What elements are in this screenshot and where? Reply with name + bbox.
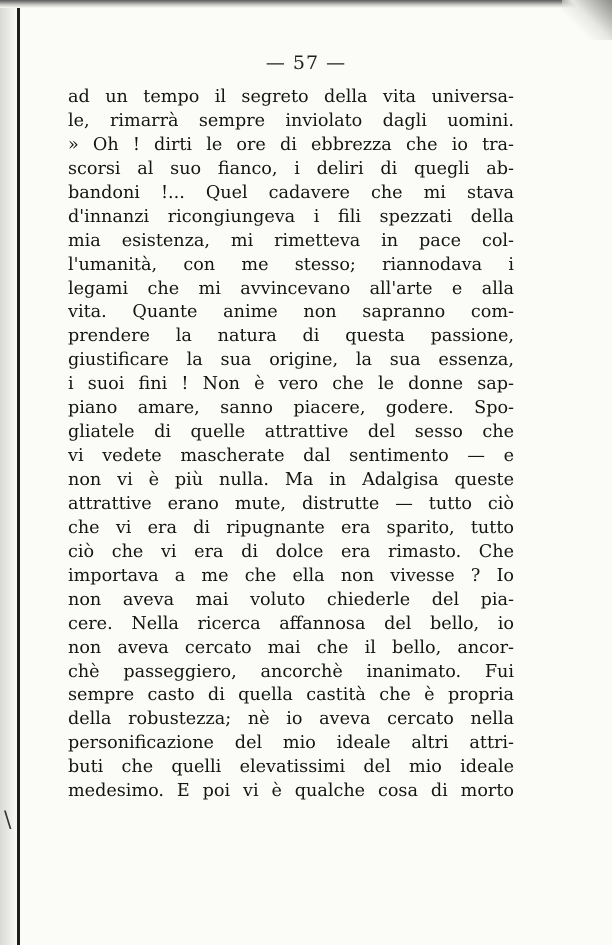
margin-mark: \	[4, 808, 12, 833]
text-line: i suoi fini ! Non è vero che le donne sap-	[68, 374, 514, 395]
text-line: importava a me che ella non vivesse ? Io	[68, 565, 514, 586]
text-line: personificazione del mio ideale altri attri-	[68, 733, 514, 754]
text-line: le, rimarrà sempre inviolato dagli uomini.	[68, 110, 514, 131]
text-line: non vi è più nulla. Ma in Adalgisa queste	[68, 470, 514, 490]
body-text	[68, 86, 514, 804]
text-line: piano amare, sanno piacere, godere. Spo-	[68, 398, 514, 419]
top-page-edge-shadow	[0, 0, 612, 8]
text-line: bandoni !... Quel cadavere che mi stava	[68, 182, 514, 203]
text-line: scorsi al suo fianco, i deliri di quegli ab-	[68, 158, 514, 179]
text-line: buti che quelli elevatissimi del mio ideale	[68, 757, 514, 778]
binding-gutter-line	[17, 0, 20, 945]
text-line: vi vedete mascherate dal sentimento — e	[68, 446, 514, 467]
text-line: sempre casto di quella castità che è propria	[68, 685, 514, 706]
text-line: legami che mi avvincevano all'arte e alla	[68, 278, 514, 299]
text-line: non aveva cercato mai che il bello, ancor-	[68, 637, 514, 658]
text-line: ciò che vi era di dolce era rimasto. Che	[68, 541, 514, 562]
text-line: attrattive erano mute, distrutte — tutto ciò	[68, 493, 514, 514]
text-line: » Oh ! dirti le ore di ebbrezza che io tra-	[68, 134, 514, 155]
text-line: mia esistenza, mi rimetteva in pace col-	[68, 230, 514, 251]
text-line: giustificare la sua origine, la sua essenza,	[68, 350, 514, 371]
text-line: prendere la natura di questa passione,	[68, 326, 514, 347]
text-line: che vi era di ripugnante era sparito, tutto	[68, 517, 514, 538]
text-line: l'umanità, con me stesso; riannodava i	[68, 254, 514, 275]
text-line: gliatele di quelle attrattive del sesso che	[68, 422, 514, 443]
text-line: non aveva mai voluto chiederle del pia-	[68, 589, 514, 610]
text-line: chè passeggiero, ancorchè inanimato. Fui	[68, 661, 514, 682]
text-line: vita. Quante anime non sapranno com-	[68, 302, 514, 323]
text-line: cere. Nella ricerca affannosa del bello, io	[68, 613, 514, 634]
text-line: d'innanzi ricongiungeva i fili spezzati della	[68, 206, 514, 227]
corner-shadow	[562, 0, 612, 40]
left-page-edge-shadow	[0, 0, 18, 945]
text-line: della robustezza; nè io aveva cercato nella	[68, 709, 514, 730]
text-line: medesimo. E poi vi è qualche cosa di morto	[68, 781, 514, 802]
page-number: — 57 —	[265, 52, 347, 74]
text-line: ad un tempo il segreto della vita universa-	[68, 87, 514, 107]
